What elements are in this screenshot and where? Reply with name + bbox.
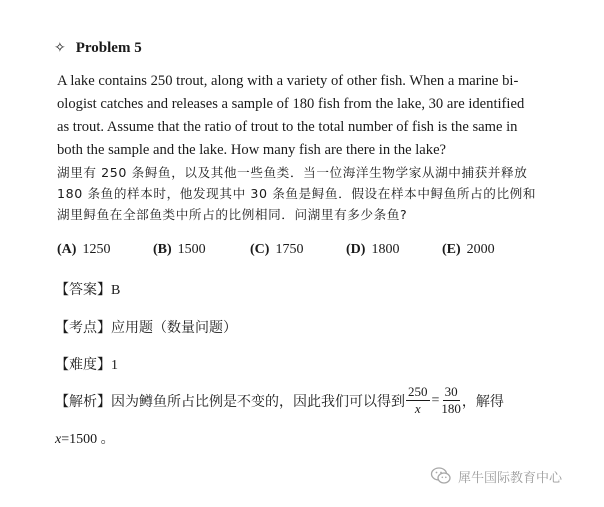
solution-label: 【解析】 [55, 393, 111, 410]
solution-result: x=1500 。 [55, 432, 115, 447]
problem-chinese-text [57, 162, 547, 225]
answer-value: B [111, 283, 121, 298]
topic-value: 应用题（数量问题） [111, 320, 237, 336]
chinese-line: 湖里鲟鱼在全部鱼类中所占的比例相同．问湖里有多少条鱼? [57, 207, 408, 222]
answer-section [55, 279, 120, 299]
equals-sign: = [431, 392, 440, 408]
choice-d: (D) 1800 [346, 242, 400, 257]
choice-e: (E) 2000 [442, 242, 495, 257]
english-line: both the sample and the lake. How many fish are there in the lake? [57, 142, 447, 158]
choice-b: (B) 1500 [153, 242, 206, 257]
solution-text-after: ，解得 [461, 393, 504, 410]
difficulty-value: 1 [111, 358, 118, 373]
fraction-250-over-x: $\frac{250}{x}$ [408, 384, 428, 416]
english-line: as trout. Assume that the ratio of trout to the total number of fish is the same in [57, 119, 518, 135]
difficulty-label: 【难度】 [55, 357, 111, 373]
solution-text: 因为鳟鱼所占比例是不变的，因此我们可以得到 [111, 393, 405, 410]
english-line: ologist catches and releases a sample of 180 fish from the lake, 30 are identified [57, 96, 525, 112]
choice-c: (C) 1750 [250, 242, 304, 257]
watermark-text: 犀牛国际教育中心 [458, 470, 563, 486]
english-line: A lake contains 250 trout, along with a variety of other fish. When a marine bi- [57, 73, 519, 89]
problem-title: Problem 5 [75, 40, 142, 56]
choice-a: (A) 1250 [57, 242, 111, 257]
solution-section [55, 384, 504, 417]
topic-section [55, 317, 237, 337]
fraction-30-over-180: $\frac{30}{180}$ [441, 384, 461, 416]
chinese-line: 180 条鱼的样本时，他发现其中 30 条鱼是鲟鱼．假设在样本中鲟鱼所占的比例和 [57, 186, 537, 201]
answer-label: 【答案】 [55, 282, 111, 298]
chinese-line: 湖里有 250 条鲟鱼，以及其他一些鱼类．当一位海洋生物学家从湖中捕获并释放 [57, 165, 528, 180]
problem-english-text [57, 70, 545, 162]
problem-heading [54, 40, 142, 57]
wechat-icon [430, 466, 452, 486]
topic-label: 【考点】 [55, 320, 111, 336]
watermark [430, 466, 562, 486]
difficulty-section [55, 354, 118, 374]
diamond-icon: ✧ [54, 41, 66, 56]
